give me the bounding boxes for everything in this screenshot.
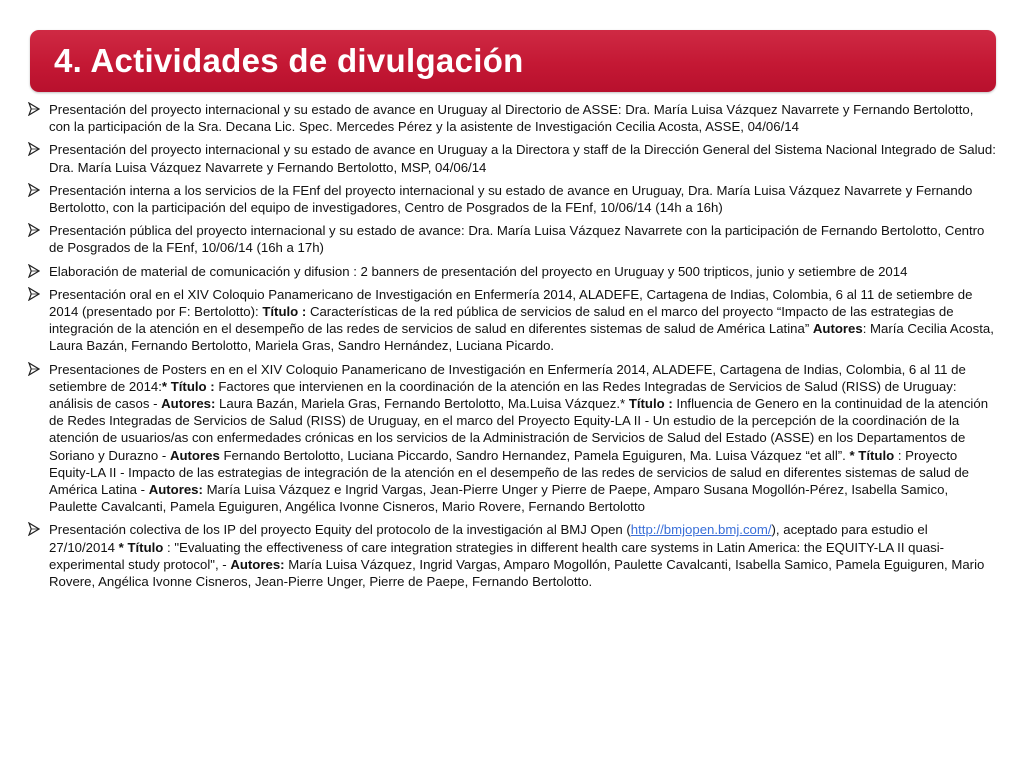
list-item: [28, 361, 996, 516]
text-segment: Influencia de Genero en la continuidad de la atención de Redes Integradas de Servicios de Salud (RISS) de Uruguay, en el marco del Proyecto Equity-LA II - Un estudio de la percepción de la coordinación de la atención de usuarios/as con enfermedades crónicas en los servicios de la Administración de Servicios de Salud del Estado (ASSE) en los Departamentos de Soriano y Durazno -: [49, 396, 989, 463]
text-segment: Factores que intervienen en la coordinación de la atención en las Redes Integradas de Servicios de Salud (RISS) de Uruguay: análisis de casos -: [49, 378, 957, 412]
text-segment: : Proyecto Equity-LA II - Impacto de las estrategias de integración de la atención en el desempeño de las redes de servicios de salud en diferentes sistemas de salud de América Latina -: [49, 447, 970, 498]
text-segment: Laura Bazán, Mariela Gras, Fernando Bertolotto, Ma.Luisa Vázquez.*: [215, 396, 629, 412]
list-item: [28, 141, 996, 175]
arrowhead-bullet-icon: [28, 142, 40, 156]
title-banner: [30, 30, 996, 92]
arrowhead-bullet-icon: [28, 264, 40, 278]
text-segment: Presentación colectiva de los IP del proyecto Equity del protocolo de la investigación al BMJ Open (: [49, 522, 631, 538]
list-item: [28, 222, 996, 256]
text-segment: Características de la red pública de servicios de salud en el marco del proyecto “Impacto de las estrategias de integración de la atención en el desempeño de las redes de servicios de salud en diferentes sistemas de salud de América Latina”: [49, 304, 954, 337]
list-item-text: [49, 264, 907, 279]
list-item: [28, 286, 996, 355]
text-segment: ), aceptado para estudio el 27/10/2014: [49, 522, 928, 555]
text-segment: : María Cecilia Acosta, Laura Bazán, Fernando Bertolotto, Mariela Gras, Sandro Hernández, Luciana Picardo.: [49, 321, 994, 354]
list-item-text: [49, 287, 994, 354]
list-item-text: [49, 223, 984, 255]
text-segment: Presentación oral en el XIV Coloquio Panamericano de Investigación en Enfermería 2014, ALADEFE, Cartagena de Indias, Colombia, 6 al 11 de setiembre de 2014 (presentado por F: Bertolotto):: [49, 286, 973, 320]
bold-label: Autores: [169, 447, 220, 463]
list-item: [28, 521, 996, 590]
arrowhead-bullet-icon: [28, 183, 40, 197]
text-segment: Presentaciones de Posters en en el XIV Coloquio Panamericano de Investigación en Enfermería 2014, ALADEFE, Cartagena de Indias, Colombia, 6 al 11 de setiembre de 2014:: [49, 361, 966, 394]
bold-label: Título :: [262, 304, 307, 320]
list-item-text: [49, 362, 988, 515]
list-item-text: [49, 142, 996, 174]
bmj-open-link[interactable]: http://bmjopen.bmj.com/: [630, 522, 772, 538]
list-item: [28, 101, 996, 135]
bold-label: Autores:: [230, 556, 285, 572]
bold-label: Autores:: [148, 482, 203, 498]
list-item-text: [49, 183, 972, 215]
arrowhead-bullet-icon: [28, 287, 40, 301]
text-segment: María Luisa Vázquez e Ingrid Vargas, Jean-Pierre Unger y Pierre de Paepe, Amparo Susana Mogollón-Pérez, Isabella Samico, Paulette Cavalcanti, Pamela Eguiguren, Angélica Ivonne Cisneros, Mario Rovere, Fernando Bertolotto: [49, 482, 949, 515]
list-item: [28, 263, 996, 280]
bold-label: * Título :: [161, 378, 215, 394]
list-item-text: [49, 102, 973, 134]
bold-label: Título :: [628, 396, 673, 412]
list-item: [28, 182, 996, 216]
arrowhead-bullet-icon: [28, 223, 40, 237]
arrowhead-bullet-icon: [28, 102, 40, 116]
bold-label: * Título: [849, 447, 895, 463]
text-segment: Presentación del proyecto internacional y su estado de avance en Uruguay a la Directora y staff de la Dirección General del Sistema Nacional Integrado de Salud: Dra. María Luisa Vázquez Navarrete y Fernando Bertolotto, MSP, 04/06/14: [49, 142, 996, 175]
arrowhead-bullet-icon: [28, 522, 40, 536]
bold-label: Autores: [812, 321, 863, 337]
text-segment: Fernando Bertolotto, Luciana Piccardo, Sandro Hernandez, Pamela Eguiguren, Ma. Luisa Vázquez “et all”.: [219, 447, 850, 463]
text-segment: Presentación del proyecto internacional y su estado de avance en Uruguay al Directorio de ASSE: Dra. María Luisa Vázquez Navarrete y Fernando Bertolotto, con la participación de la Sra. Decana Lic. Spec. Mercedes Pérez y la asistente de Investigación Cecilia Acosta, ASSE, 04/06/14: [49, 102, 974, 135]
bold-label: Autores:: [161, 396, 216, 412]
bold-label: * Título: [118, 539, 164, 555]
text-segment: Presentación pública del proyecto internacional y su estado de avance: Dra. María Luisa Vázquez Navarrete con la participación de Fernando Bertolotto, Centro de Posgrados de la FEnf, 10/06/14 (16h a 17h): [49, 223, 985, 256]
activities-list: [28, 101, 996, 596]
text-segment: Presentación interna a los servicios de la FEnf del proyecto internacional y su estado de avance en Uruguay, Dra. María Luisa Vázquez Navarrete y Fernando Bertolotto, con la participación del equipo de investigadores, Centro de Posgrados de la FEnf, 10/06/14 (14h a 16h): [49, 182, 973, 216]
list-item-text: [49, 522, 984, 589]
text-segment: María Luisa Vázquez, Ingrid Vargas, Amparo Mogollón, Paulette Cavalcanti, Isabella Samico, Pamela Eguiguren, Mario Rovere, Angélica Ivonne Cisneros, Jean-Pierre Unger, Pierre de Paepe, Fernando Bertolotto.: [49, 556, 985, 590]
page-title: 4. Actividades de divulgación: [54, 42, 524, 79]
text-segment: : "Evaluating the effectiveness of care integration strategies in different health care systems in Latin America: the EQUITY-LA II quasi-experimental study protocol", -: [49, 539, 945, 572]
text-segment: Elaboración de material de comunicación y difusion : 2 banners de presentación del proyecto en Uruguay y 500 tripticos, junio y setiembre de 2014: [49, 263, 908, 279]
arrowhead-bullet-icon: [28, 362, 40, 376]
